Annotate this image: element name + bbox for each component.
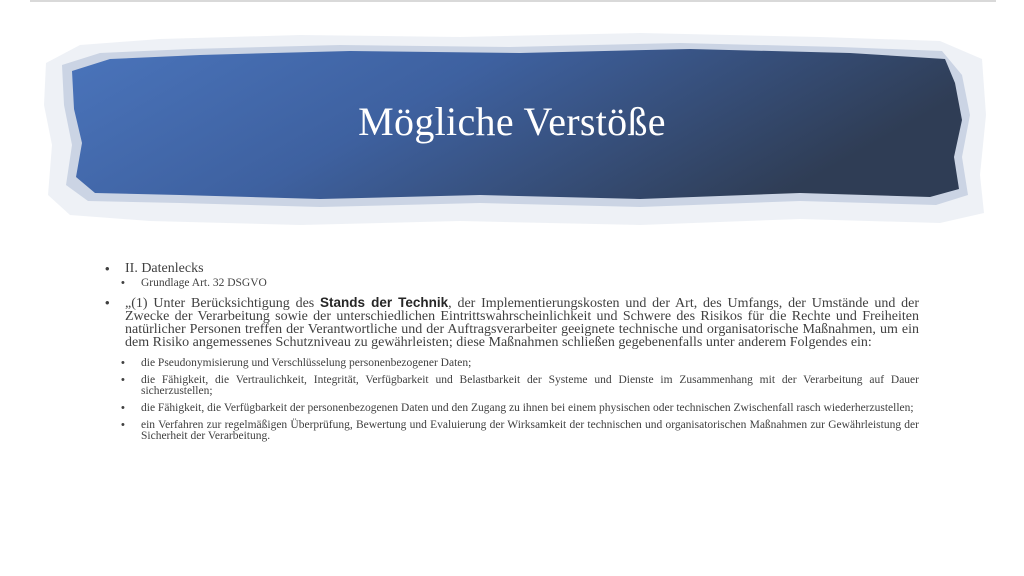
quote-pre: „(1) Unter Berücksichtigung des — [125, 296, 321, 311]
sub-bullet-text: die Fähigkeit, die Verfügbarkeit der personenbezogenen Daten und den Zugang zu ihnen bei einem physischen oder technischen Zwischenfall rasch wiederherzustellen; — [141, 402, 914, 414]
sub-bullet-grundlage — [105, 278, 919, 289]
sub-bullet-wiederherstellung — [105, 403, 919, 414]
bullet-list — [105, 262, 919, 442]
sub-bullet-text: die Fähigkeit, die Vertraulichkeit, Integrität, Verfügbarkeit und Belastbarkeit der Systeme und Dienste im Zusammenhang mit der Verarbeitung auf Dauer sicherzustellen; — [141, 374, 919, 397]
top-rule — [30, 0, 996, 2]
bullet-art32-quote — [105, 296, 919, 349]
slide-title: Mögliche Verstöße — [358, 99, 666, 144]
sub-bullet-text: die Pseudonymisierung und Verschlüsselung personenbezogener Daten; — [141, 357, 472, 369]
slide-content — [105, 262, 919, 442]
quote-post: , der Implementierungskosten und der Art, des Umfangs, der Umstände und der Zwecke der Verarbeitung sowie der unterschiedlichen Eintrittswahrscheinlichkeit und Schwere des Risikos für die Rechte und Freiheiten natürlicher Personen treffen der Verantwortliche und der Auftragsverarbeiter geeignete technische und organisatorische Maßnahmen, um ein dem Risiko angemessenes Schutzniveau zu gewährleisten; diese Maßnahmen schließen gegebenenfalls unter anderem Folgendes ein: — [125, 296, 920, 350]
bullet-datenlecks — [105, 262, 919, 275]
bullet-text: II. Datenlecks — [125, 261, 204, 276]
sub-bullet-pseudonymisierung — [105, 358, 919, 369]
quote-bold: Stands der Technik — [320, 295, 449, 310]
sub-bullet-vertraulichkeit — [105, 375, 919, 397]
sub-bullet-text: ein Verfahren zur regelmäßigen Überprüfung, Bewertung und Evaluierung der Wirksamkeit der technischen und organisatorischen Maßnahmen zur Gewährleistung der Sicherheit der Verarbeitung. — [141, 419, 919, 442]
sub-bullet-text: Grundlage Art. 32 DSGVO — [141, 277, 267, 289]
title-banner — [40, 25, 990, 230]
sub-bullet-verfahren — [105, 420, 919, 442]
